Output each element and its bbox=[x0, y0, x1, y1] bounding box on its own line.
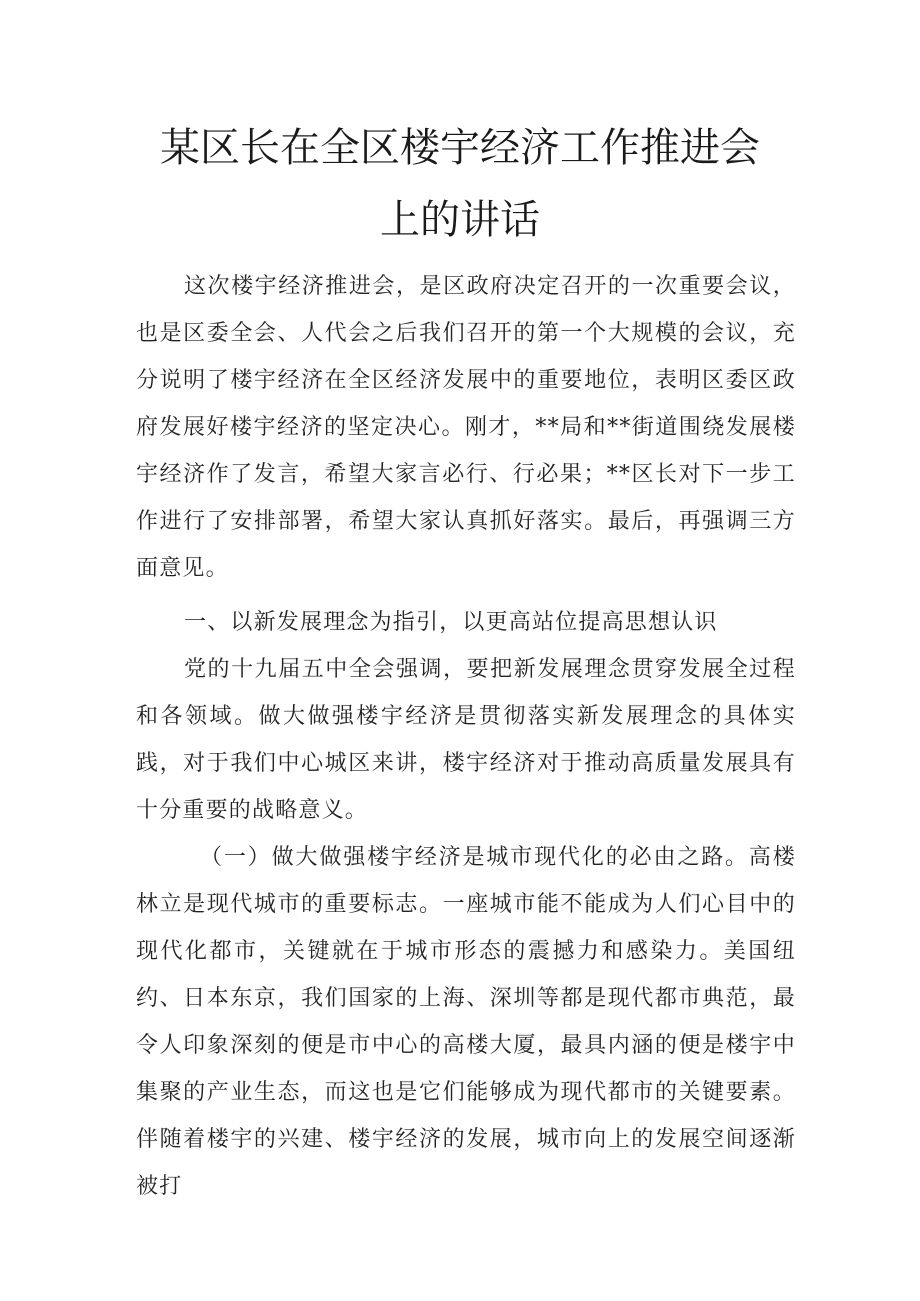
document-title-line-1: 某区长在全区楼宇经济工作推进会 bbox=[160, 125, 760, 171]
section-1-heading: 一、以新发展理念为指引，以更高站位提高思想认识 bbox=[184, 610, 718, 635]
section-1-paragraph: 党的十九届五中全会强调，要把新发展理念贯穿发展全过程和各领域。做大做强楼宇经济是贯彻落实新发展理念的具体实践，对于我们中心城区来讲，楼宇经济对于推动高质量发展具有十分重要的战略意义。 bbox=[136, 657, 796, 823]
document-title-line-2: 上的讲话 bbox=[380, 197, 540, 243]
intro-paragraph: 这次楼宇经济推进会，是区政府决定召开的一次重要会议，也是区委全会、人代会之后我们召开的第一个大规模的会议，充分说明了楼宇经济在全区经济发展中的重要地位，表明区委区政府发展好楼宇经济的坚定决心。刚才，**局和**街道围绕发展楼宇经济作了发言，希望大家言必行、行必果；**区长对下一步工作进行了安排部署，希望大家认真抓好落实。最后，再强调三方面意见。 bbox=[136, 274, 796, 581]
subsection-1-paragraph: （一）做大做强楼宇经济是城市现代化的必由之路。高楼林立是现代城市的重要标志。一座城市能不能成为人们心目中的现代化都市，关键就在于城市形态的震撼力和感染力。美国纽约、日本东京，我们国家的上海、深圳等都是现代都市典范，最令人印象深刻的便是市中心的高楼大厦，最具内涵的便是楼宇中集聚的产业生态，而这也是它们能够成为现代都市的关键要素。伴随着楼宇的兴建、楼宇经济的发展，城市向上的发展空间逐渐被打 bbox=[136, 845, 796, 1199]
